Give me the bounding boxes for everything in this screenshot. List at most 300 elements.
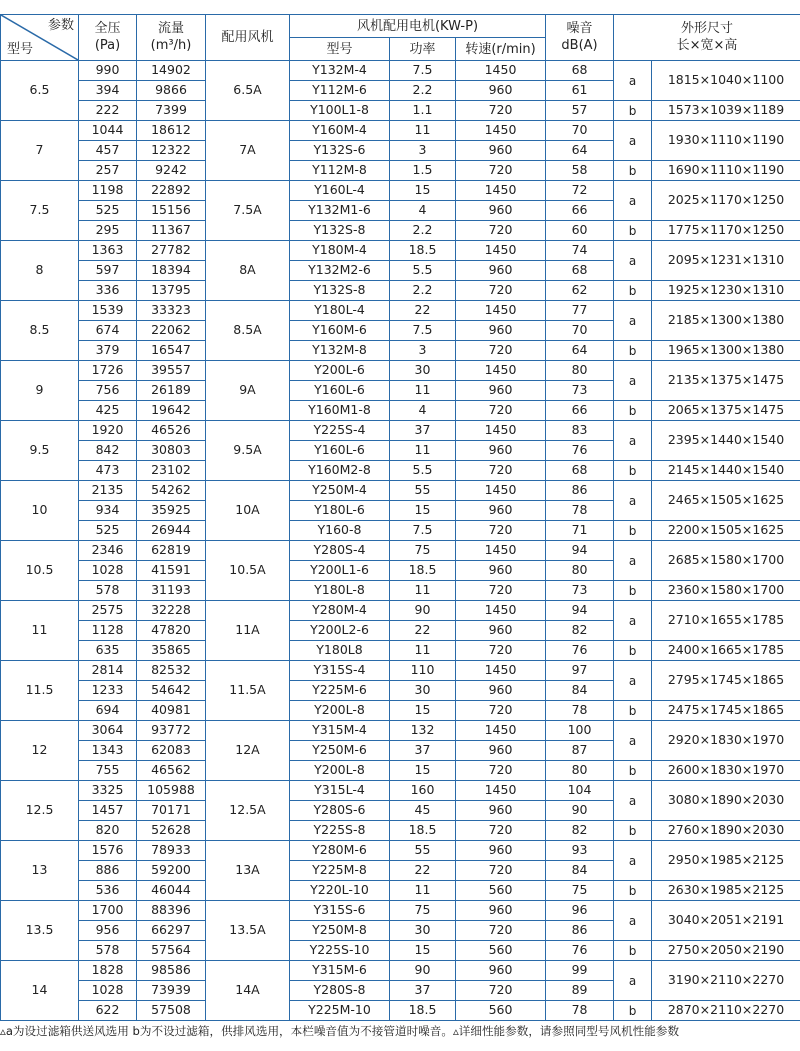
noise-cell: 96 <box>546 901 614 921</box>
power-cell: 110 <box>390 661 456 681</box>
pressure-cell: 2346 <box>79 541 137 561</box>
model-cell: 13.5 <box>1 901 79 961</box>
noise-cell: 76 <box>546 441 614 461</box>
dims-variant-a: a <box>614 721 652 761</box>
model-cell: 6.5 <box>1 61 79 121</box>
power-cell: 37 <box>390 741 456 761</box>
flow-cell: 46044 <box>137 881 206 901</box>
power-cell: 1.1 <box>390 101 456 121</box>
power-cell: 30 <box>390 921 456 941</box>
dims-b-value: 2750×2050×2190 <box>652 941 800 961</box>
flow-cell: 54642 <box>137 681 206 701</box>
power-cell: 3 <box>390 141 456 161</box>
dims-b-value: 1965×1300×1380 <box>652 341 800 361</box>
table-row <box>1 701 800 721</box>
noise-cell: 80 <box>546 561 614 581</box>
motor-model-cell: Y112M-6 <box>290 81 390 101</box>
noise-cell: 86 <box>546 921 614 941</box>
speed-cell: 720 <box>456 281 546 301</box>
table-row <box>1 61 800 81</box>
pressure-cell: 755 <box>79 761 137 781</box>
dims-variant-a: a <box>614 901 652 941</box>
table-row <box>1 601 800 621</box>
table-row <box>1 781 800 801</box>
table-row <box>1 641 800 661</box>
motor-model-cell: Y200L-6 <box>290 361 390 381</box>
motor-model-cell: Y200L-8 <box>290 761 390 781</box>
flow-cell: 70171 <box>137 801 206 821</box>
table-row <box>1 901 800 921</box>
dims-a-value: 3040×2051×2191 <box>652 901 800 941</box>
speed-cell: 960 <box>456 441 546 461</box>
pressure-cell: 1726 <box>79 361 137 381</box>
motor-model-cell: Y160L-6 <box>290 441 390 461</box>
model-cell: 12.5 <box>1 781 79 841</box>
dims-variant-a: a <box>614 301 652 341</box>
flow-cell: 47820 <box>137 621 206 641</box>
pressure-header: 全压 (Pa) <box>79 15 137 61</box>
pressure-cell: 2814 <box>79 661 137 681</box>
noise-cell: 74 <box>546 241 614 261</box>
dims-variant-b: b <box>614 281 652 301</box>
power-cell: 55 <box>390 841 456 861</box>
dims-b-value: 2065×1375×1475 <box>652 401 800 421</box>
speed-cell: 720 <box>456 761 546 781</box>
noise-cell: 66 <box>546 401 614 421</box>
dims-b-value: 2630×1985×2125 <box>652 881 800 901</box>
power-cell: 11 <box>390 581 456 601</box>
table-row <box>1 661 800 681</box>
table-row <box>1 881 800 901</box>
motor-model-cell: Y225M-10 <box>290 1001 390 1021</box>
power-cell: 37 <box>390 421 456 441</box>
speed-cell: 1450 <box>456 541 546 561</box>
speed-cell: 560 <box>456 1001 546 1021</box>
table-row <box>1 161 800 181</box>
speed-cell: 1450 <box>456 361 546 381</box>
pressure-cell: 536 <box>79 881 137 901</box>
power-cell: 75 <box>390 901 456 921</box>
pressure-cell: 336 <box>79 281 137 301</box>
corner-model-label: 型号 <box>7 42 34 57</box>
motor-model-cell: Y280S-6 <box>290 801 390 821</box>
motor-model-cell: Y160L-6 <box>290 381 390 401</box>
dims-variant-a: a <box>614 181 652 221</box>
power-cell: 22 <box>390 301 456 321</box>
table-row <box>1 841 800 861</box>
power-cell: 75 <box>390 541 456 561</box>
motor-model-cell: Y132S-8 <box>290 221 390 241</box>
flow-cell: 30803 <box>137 441 206 461</box>
noise-cell: 72 <box>546 181 614 201</box>
table-row <box>1 961 800 981</box>
table-row <box>1 361 800 381</box>
motor-model-cell: Y160M2-8 <box>290 461 390 481</box>
pressure-cell: 578 <box>79 581 137 601</box>
speed-cell: 960 <box>456 321 546 341</box>
motor-model-cell: Y280M-4 <box>290 601 390 621</box>
pressure-cell: 842 <box>79 441 137 461</box>
dims-variant-b: b <box>614 161 652 181</box>
pressure-cell: 2135 <box>79 481 137 501</box>
dims-b-value: 2400×1665×1785 <box>652 641 800 661</box>
dims-variant-b: b <box>614 641 652 661</box>
flow-cell: 41591 <box>137 561 206 581</box>
noise-cell: 58 <box>546 161 614 181</box>
dims-variant-b: b <box>614 581 652 601</box>
dims-variant-b: b <box>614 821 652 841</box>
table-row <box>1 301 800 321</box>
dims-b-value: 2360×1580×1700 <box>652 581 800 601</box>
motor-model-cell: Y132M-8 <box>290 341 390 361</box>
pressure-cell: 1343 <box>79 741 137 761</box>
flow-cell: 40981 <box>137 701 206 721</box>
flow-cell: 23102 <box>137 461 206 481</box>
pressure-cell: 820 <box>79 821 137 841</box>
table-row <box>1 241 800 261</box>
power-cell: 15 <box>390 701 456 721</box>
speed-cell: 1450 <box>456 481 546 501</box>
pressure-cell: 525 <box>79 201 137 221</box>
speed-cell: 1450 <box>456 721 546 741</box>
flow-cell: 93772 <box>137 721 206 741</box>
dims-variant-b: b <box>614 221 652 241</box>
noise-cell: 76 <box>546 641 614 661</box>
motor-model-cell: Y250M-4 <box>290 481 390 501</box>
power-cell: 30 <box>390 361 456 381</box>
model-cell: 11 <box>1 601 79 661</box>
motor-model-cell: Y160L-4 <box>290 181 390 201</box>
motor-model-cell: Y200L1-6 <box>290 561 390 581</box>
flow-cell: 66297 <box>137 921 206 941</box>
motor-model-cell: Y225S-10 <box>290 941 390 961</box>
model-cell: 7.5 <box>1 181 79 241</box>
dims-variant-a: a <box>614 661 652 701</box>
fan-cell: 7.5A <box>206 181 290 241</box>
flow-cell: 31193 <box>137 581 206 601</box>
table-row <box>1 521 800 541</box>
table-row <box>1 281 800 301</box>
power-cell: 11 <box>390 881 456 901</box>
noise-cell: 61 <box>546 81 614 101</box>
power-cell: 90 <box>390 601 456 621</box>
pressure-cell: 257 <box>79 161 137 181</box>
flow-cell: 32228 <box>137 601 206 621</box>
table-row <box>1 941 800 961</box>
flow-cell: 9866 <box>137 81 206 101</box>
power-cell: 18.5 <box>390 821 456 841</box>
speed-cell: 720 <box>456 641 546 661</box>
noise-cell: 60 <box>546 221 614 241</box>
power-cell: 11 <box>390 381 456 401</box>
pressure-cell: 1576 <box>79 841 137 861</box>
power-header: 功率 <box>390 38 456 61</box>
model-cell: 12 <box>1 721 79 781</box>
fan-cell: 10A <box>206 481 290 541</box>
dims-variant-a: a <box>614 541 652 581</box>
speed-cell: 1450 <box>456 241 546 261</box>
pressure-cell: 1128 <box>79 621 137 641</box>
speed-cell: 960 <box>456 901 546 921</box>
dims-variant-a: a <box>614 961 652 1001</box>
speed-cell: 960 <box>456 381 546 401</box>
fan-spec-table <box>0 14 800 1021</box>
power-cell: 1.5 <box>390 161 456 181</box>
flow-cell: 78933 <box>137 841 206 861</box>
dims-b-value: 2145×1440×1540 <box>652 461 800 481</box>
table-row <box>1 461 800 481</box>
dims-a-value: 1930×1110×1190 <box>652 121 800 161</box>
speed-cell: 720 <box>456 981 546 1001</box>
model-cell: 9 <box>1 361 79 421</box>
table-header <box>1 15 800 61</box>
fan-cell: 10.5A <box>206 541 290 601</box>
motor-model-cell: Y250M-6 <box>290 741 390 761</box>
motor-model-cell: Y280M-6 <box>290 841 390 861</box>
model-cell: 10 <box>1 481 79 541</box>
speed-cell: 1450 <box>456 301 546 321</box>
noise-cell: 80 <box>546 361 614 381</box>
pressure-cell: 295 <box>79 221 137 241</box>
power-cell: 7.5 <box>390 61 456 81</box>
motor-model-cell: Y225M-6 <box>290 681 390 701</box>
pressure-cell: 1028 <box>79 981 137 1001</box>
noise-cell: 71 <box>546 521 614 541</box>
speed-cell: 960 <box>456 961 546 981</box>
flow-cell: 57508 <box>137 1001 206 1021</box>
corner-header <box>1 15 79 61</box>
pressure-cell: 425 <box>79 401 137 421</box>
noise-cell: 100 <box>546 721 614 741</box>
flow-cell: 62819 <box>137 541 206 561</box>
dims-b-value: 2600×1830×1970 <box>652 761 800 781</box>
dims-b-value: 2870×2110×2270 <box>652 1001 800 1021</box>
motor-model-cell: Y132M2-6 <box>290 261 390 281</box>
noise-cell: 80 <box>546 761 614 781</box>
motor-model-cell: Y280S-4 <box>290 541 390 561</box>
table-row <box>1 481 800 501</box>
flow-cell: 33323 <box>137 301 206 321</box>
noise-cell: 64 <box>546 341 614 361</box>
speed-cell: 720 <box>456 341 546 361</box>
noise-cell: 78 <box>546 501 614 521</box>
pressure-cell: 1363 <box>79 241 137 261</box>
power-cell: 18.5 <box>390 241 456 261</box>
flow-cell: 12322 <box>137 141 206 161</box>
speed-cell: 720 <box>456 581 546 601</box>
pressure-cell: 956 <box>79 921 137 941</box>
dims-variant-a: a <box>614 121 652 161</box>
motor-model-cell: Y180L-6 <box>290 501 390 521</box>
dims-variant-b: b <box>614 701 652 721</box>
model-cell: 14 <box>1 961 79 1021</box>
dims-variant-a: a <box>614 241 652 281</box>
dims-variant-a: a <box>614 781 652 821</box>
noise-cell: 87 <box>546 741 614 761</box>
table-row <box>1 541 800 561</box>
pressure-cell: 597 <box>79 261 137 281</box>
noise-cell: 89 <box>546 981 614 1001</box>
motor-model-cell: Y220L-10 <box>290 881 390 901</box>
pressure-cell: 578 <box>79 941 137 961</box>
dims-a-value: 2465×1505×1625 <box>652 481 800 521</box>
flow-cell: 19642 <box>137 401 206 421</box>
power-cell: 2.2 <box>390 221 456 241</box>
flow-cell: 57564 <box>137 941 206 961</box>
noise-cell: 78 <box>546 1001 614 1021</box>
motor-model-cell: Y160M-4 <box>290 121 390 141</box>
power-cell: 30 <box>390 681 456 701</box>
table-row <box>1 761 800 781</box>
dims-variant-b: b <box>614 341 652 361</box>
noise-cell: 62 <box>546 281 614 301</box>
pressure-cell: 2575 <box>79 601 137 621</box>
model-cell: 13 <box>1 841 79 901</box>
fan-cell: 9A <box>206 361 290 421</box>
dims-a-value: 2920×1830×1970 <box>652 721 800 761</box>
dims-a-value: 2685×1580×1700 <box>652 541 800 581</box>
flow-cell: 88396 <box>137 901 206 921</box>
noise-cell: 104 <box>546 781 614 801</box>
power-cell: 22 <box>390 861 456 881</box>
dims-variant-a: a <box>614 841 652 881</box>
flow-cell: 7399 <box>137 101 206 121</box>
pressure-cell: 1233 <box>79 681 137 701</box>
noise-cell: 70 <box>546 121 614 141</box>
noise-cell: 83 <box>546 421 614 441</box>
fan-cell: 12A <box>206 721 290 781</box>
motor-model-cell: Y160M1-8 <box>290 401 390 421</box>
flow-cell: 62083 <box>137 741 206 761</box>
pressure-cell: 1700 <box>79 901 137 921</box>
speed-cell: 960 <box>456 261 546 281</box>
speed-cell: 960 <box>456 561 546 581</box>
noise-cell: 82 <box>546 621 614 641</box>
motor-model-cell: Y225S-4 <box>290 421 390 441</box>
motor-model-cell: Y132M-4 <box>290 61 390 81</box>
dims-a-value: 2395×1440×1540 <box>652 421 800 461</box>
noise-cell: 68 <box>546 61 614 81</box>
dims-variant-a: a <box>614 601 652 641</box>
speed-cell: 720 <box>456 161 546 181</box>
power-cell: 5.5 <box>390 461 456 481</box>
table-body <box>1 61 800 1021</box>
pressure-cell: 1457 <box>79 801 137 821</box>
power-cell: 15 <box>390 501 456 521</box>
motor-model-cell: Y112M-8 <box>290 161 390 181</box>
pressure-cell: 756 <box>79 381 137 401</box>
dims-variant-b: b <box>614 881 652 901</box>
dims-header: 外形尺寸 长×宽×高 <box>614 15 800 61</box>
fan-cell: 7A <box>206 121 290 181</box>
power-cell: 5.5 <box>390 261 456 281</box>
flow-cell: 26189 <box>137 381 206 401</box>
noise-cell: 78 <box>546 701 614 721</box>
dims-b-value: 2200×1505×1625 <box>652 521 800 541</box>
pressure-cell: 1198 <box>79 181 137 201</box>
noise-cell: 66 <box>546 201 614 221</box>
motor-model-cell: Y225M-8 <box>290 861 390 881</box>
table-row <box>1 421 800 441</box>
flow-cell: 73939 <box>137 981 206 1001</box>
pressure-cell: 473 <box>79 461 137 481</box>
flow-cell: 9242 <box>137 161 206 181</box>
speed-cell: 960 <box>456 621 546 641</box>
fan-cell: 13A <box>206 841 290 901</box>
noise-cell: 84 <box>546 681 614 701</box>
motor-model-cell: Y180L-8 <box>290 581 390 601</box>
pressure-cell: 222 <box>79 101 137 121</box>
table-row <box>1 721 800 741</box>
speed-cell: 960 <box>456 841 546 861</box>
power-cell: 90 <box>390 961 456 981</box>
flow-header: 流量 (m³/h) <box>137 15 206 61</box>
flow-cell: 14902 <box>137 61 206 81</box>
noise-cell: 99 <box>546 961 614 981</box>
power-cell: 7.5 <box>390 321 456 341</box>
power-cell: 2.2 <box>390 81 456 101</box>
fan-cell: 8.5A <box>206 301 290 361</box>
noise-cell: 84 <box>546 861 614 881</box>
dims-variant-a: a <box>614 481 652 521</box>
table-row <box>1 121 800 141</box>
speed-cell: 720 <box>456 701 546 721</box>
dims-a-value: 3190×2110×2270 <box>652 961 800 1001</box>
dims-variant-b: b <box>614 941 652 961</box>
flow-cell: 13795 <box>137 281 206 301</box>
motor-model-cell: Y280S-8 <box>290 981 390 1001</box>
speed-header: 转速(r/min) <box>456 38 546 61</box>
speed-cell: 1450 <box>456 661 546 681</box>
noise-cell: 86 <box>546 481 614 501</box>
model-cell: 9.5 <box>1 421 79 481</box>
model-cell: 8.5 <box>1 301 79 361</box>
flow-cell: 35925 <box>137 501 206 521</box>
flow-cell: 39557 <box>137 361 206 381</box>
model-cell: 8 <box>1 241 79 301</box>
flow-cell: 98586 <box>137 961 206 981</box>
table-row <box>1 181 800 201</box>
flow-cell: 22062 <box>137 321 206 341</box>
model-cell: 7 <box>1 121 79 181</box>
speed-cell: 1450 <box>456 61 546 81</box>
motor-model-cell: Y132S-6 <box>290 141 390 161</box>
pressure-cell: 635 <box>79 641 137 661</box>
fan-cell: 8A <box>206 241 290 301</box>
flow-cell: 11367 <box>137 221 206 241</box>
noise-cell: 73 <box>546 581 614 601</box>
noise-cell: 97 <box>546 661 614 681</box>
dims-variant-b: b <box>614 521 652 541</box>
speed-cell: 960 <box>456 141 546 161</box>
table-row <box>1 581 800 601</box>
speed-cell: 960 <box>456 501 546 521</box>
speed-cell: 720 <box>456 521 546 541</box>
dims-variant-a: a <box>614 61 652 101</box>
flow-cell: 46562 <box>137 761 206 781</box>
pressure-cell: 525 <box>79 521 137 541</box>
dims-a-value: 2795×1745×1865 <box>652 661 800 701</box>
power-cell: 11 <box>390 121 456 141</box>
dims-a-value: 1815×1040×1100 <box>652 61 800 101</box>
speed-cell: 560 <box>456 941 546 961</box>
dims-a-value: 2710×1655×1785 <box>652 601 800 641</box>
power-cell: 37 <box>390 981 456 1001</box>
speed-cell: 960 <box>456 81 546 101</box>
dims-variant-b: b <box>614 761 652 781</box>
noise-cell: 57 <box>546 101 614 121</box>
motor-model-cell: Y160-8 <box>290 521 390 541</box>
